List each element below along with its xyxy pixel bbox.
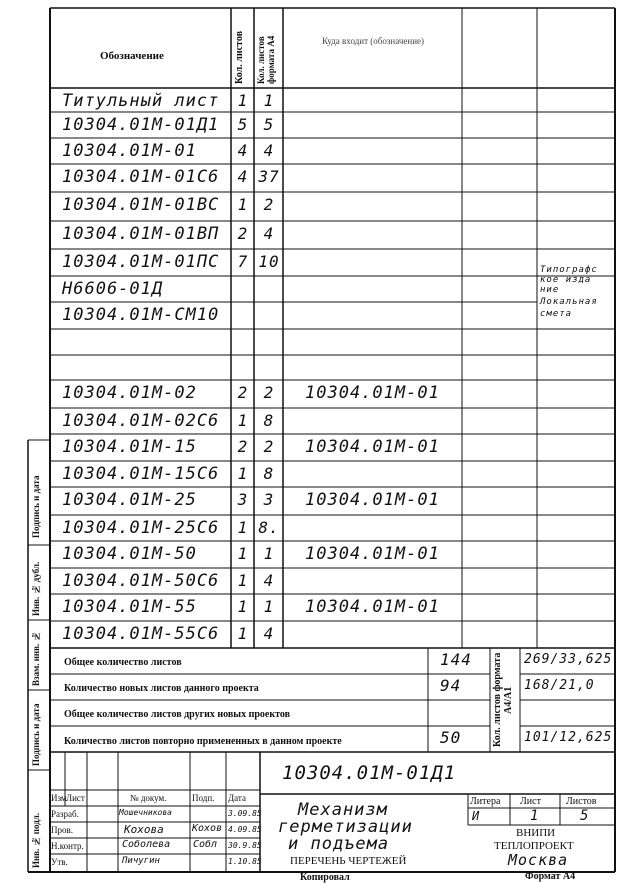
stamp-date: 3.09.85	[228, 809, 262, 818]
row-sheet-count: 2	[237, 383, 249, 402]
stamp-name: Соболева	[122, 839, 171, 850]
row-sheet-count-a4: 37	[258, 167, 280, 186]
row-incoming-ref: 10304.01М-01	[305, 544, 440, 564]
stamp-litera-head: Литера	[470, 796, 501, 807]
row-sheet-count-a4: 1	[263, 91, 275, 110]
row-designation: 10304.01М-25	[62, 490, 197, 510]
stamp-head: Лист	[66, 793, 85, 803]
row-sheet-count-a4: 2	[263, 383, 275, 402]
row-designation: 10304.01М-01ВС	[62, 195, 220, 215]
row-sheet-count: 1	[237, 464, 249, 483]
row-designation: 10304.01М-01Д1	[62, 115, 220, 135]
side-label-inv-podl: Инв. № подл.	[31, 812, 41, 868]
row-sheet-count: 1	[237, 571, 249, 590]
row-sheet-count-a4: 8	[263, 411, 275, 430]
row-incoming-ref: 10304.01М-01	[305, 437, 440, 457]
header-designation: Обозначение	[100, 50, 164, 62]
row-designation: Н6606-01Д	[62, 279, 164, 299]
row-incoming-ref: 10304.01М-01	[305, 597, 440, 617]
row-sheet-count-a4: 4	[263, 624, 275, 643]
stamp-sign: Собл	[193, 839, 218, 850]
stamp-sign: Кохов	[192, 823, 223, 834]
row-designation: 10304.01М-01ВП	[62, 224, 220, 244]
row-sheet-count: 7	[237, 252, 249, 271]
total-a4: 269/33,625	[524, 652, 613, 667]
stamp-name: Кохова	[124, 823, 164, 836]
row-sheet-count-a4: 1	[263, 544, 275, 563]
stamp-date: 1.10.85	[228, 857, 262, 866]
row-designation: 10304.01М-50	[62, 544, 197, 564]
row-sheet-count: 4	[237, 141, 249, 160]
stamp-date: 30.9.85	[228, 841, 262, 850]
stamp-role: Утв.	[51, 857, 68, 867]
row-sheet-count-a4: 2	[263, 437, 275, 456]
stamp-org-city: Москва	[508, 851, 569, 869]
stamp-head: Изм	[51, 793, 67, 803]
row-sheet-count: 1	[237, 544, 249, 563]
stamp-subtitle: ПЕРЕЧЕНЬ ЧЕРТЕЖЕЙ	[290, 855, 407, 867]
row-sheet-count: 4	[237, 167, 249, 186]
footer-copied: Копировал	[300, 872, 350, 883]
side-label-inv-dubl: Инв. № дубл.	[31, 561, 41, 616]
stamp-name: Пичугин	[122, 856, 160, 866]
stamp-list-head: Лист	[520, 796, 541, 807]
row-sheet-count-a4: 5	[263, 115, 275, 134]
row-sheet-count-a4: 4	[263, 224, 275, 243]
total-a4: 168/21,0	[524, 678, 595, 693]
row-designation: 10304.01М-01	[62, 141, 197, 161]
row-designation: 10304.01М-15	[62, 437, 197, 457]
row-designation: 10304.01М-02	[62, 383, 197, 403]
stamp-org: ВНИПИ	[516, 827, 556, 839]
row-sheet-count-a4: 2	[263, 195, 275, 214]
total-value: 144	[440, 650, 472, 669]
header-sheets-a4: Кол. листов формата А4	[256, 35, 276, 84]
totals-side-label: Кол. листов формата А4/А1	[492, 652, 514, 748]
row-sheet-count-a4: 8.	[258, 518, 280, 537]
row-designation: 10304.01М-25С6	[62, 518, 220, 538]
stamp-doc-code: 10304.01М-01Д1	[282, 762, 457, 784]
row-designation: 10304.01М-01ПС	[62, 252, 220, 272]
stamp-litera-value: И	[472, 809, 481, 823]
stamp-title-line: Механизм	[298, 800, 388, 820]
side-label-vzam-inv: Взам. инв. №	[31, 631, 41, 686]
row-designation: 10304.01М-50С6	[62, 571, 220, 591]
row-sheet-count: 1	[237, 411, 249, 430]
header-sheets: Кол. листов	[234, 31, 245, 84]
row-sheet-count-a4: 4	[263, 571, 275, 590]
note-typographic: Типографс кое изда ние	[540, 265, 598, 295]
row-sheet-count-a4: 8	[263, 464, 275, 483]
side-label-signature-date: Подпись и дата	[31, 703, 41, 766]
row-designation: 10304.01М-02С6	[62, 411, 220, 431]
stamp-role: Пров.	[51, 825, 73, 835]
row-sheet-count: 1	[237, 597, 249, 616]
row-sheet-count: 3	[237, 490, 249, 509]
total-label: Количество новых листов данного проекта	[64, 683, 259, 694]
row-sheet-count-a4: 1	[263, 597, 275, 616]
total-value: 50	[440, 728, 462, 747]
row-sheet-count: 1	[237, 518, 249, 537]
stamp-title-line: герметизации	[278, 817, 413, 837]
stamp-head: № докум.	[130, 793, 167, 803]
stamp-org: ТЕПЛОПРОЕКТ	[494, 840, 574, 852]
stamp-list-value: 1	[530, 808, 540, 824]
row-designation: 10304.01М-01С6	[62, 167, 220, 187]
stamp-listov-head: Листов	[566, 796, 597, 807]
row-incoming-ref: 10304.01М-01	[305, 490, 440, 510]
row-designation: 10304.01М-СМ10	[62, 305, 220, 325]
side-label-signature-date: Подпись и дата	[31, 475, 41, 538]
row-sheet-count: 1	[237, 195, 249, 214]
stamp-listov-value: 5	[580, 808, 590, 824]
row-designation: 10304.01М-55С6	[62, 624, 220, 644]
row-designation: Титульный лист	[62, 91, 220, 111]
stamp-date: 4.09.85	[228, 825, 262, 834]
header-incoming: Куда входит (обозначение)	[321, 36, 425, 46]
row-incoming-ref: 10304.01М-01	[305, 383, 440, 403]
row-sheet-count: 1	[237, 624, 249, 643]
row-designation: 10304.01М-55	[62, 597, 197, 617]
row-sheet-count: 2	[237, 437, 249, 456]
row-designation: 10304.01М-15С6	[62, 464, 220, 484]
total-value: 94	[440, 676, 462, 695]
row-sheet-count: 5	[237, 115, 249, 134]
stamp-head: Подп.	[192, 793, 215, 803]
total-label: Общее количество листов других новых проектов	[64, 709, 291, 720]
total-label: Количество листов повторно примененных в данном проекте	[64, 736, 342, 747]
total-a4: 101/12,625	[524, 730, 613, 745]
row-sheet-count-a4: 4	[263, 141, 275, 160]
row-sheet-count: 1	[237, 91, 249, 110]
stamp-head: Дата	[228, 793, 246, 803]
row-sheet-count: 2	[237, 224, 249, 243]
stamp-role: Разраб.	[51, 809, 79, 819]
row-sheet-count-a4: 3	[263, 490, 275, 509]
row-sheet-count-a4: 10	[258, 252, 280, 271]
stamp-title-line: и подъема	[288, 834, 390, 854]
stamp-name: Мошечникова	[119, 808, 172, 817]
total-label: Общее количество листов	[64, 657, 182, 668]
stamp-role: Н.контр.	[51, 841, 84, 851]
note-local-estimate: Локальная смета	[540, 297, 598, 319]
footer-format: Формат А4	[525, 871, 576, 882]
